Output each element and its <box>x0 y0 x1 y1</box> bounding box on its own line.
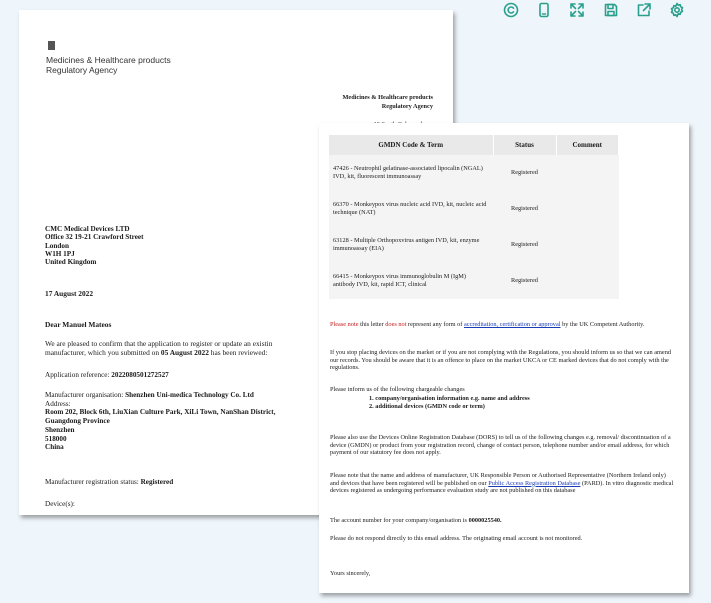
no-reply-paragraph: Please do not respond directly to this email address. The originating email account is not monitored. <box>330 535 583 542</box>
salutation: Dear Manuel Mateos <box>45 320 112 329</box>
changes-intro: Please inform us of the following chargeable changes <box>330 386 465 393</box>
device-status: Registered <box>493 191 556 227</box>
disclaimer-text: represent any form of <box>406 321 464 328</box>
table-header-row <box>329 135 619 155</box>
save-icon <box>603 2 619 18</box>
table-row <box>329 227 619 263</box>
gmdn-term: 63128 - Multiple Orthopoxvirus antigen IVD, kit, enzyme immunoassay (EIA) <box>329 227 493 263</box>
disclaimer-red: does not <box>385 321 407 328</box>
reference-label: Application reference: <box>45 371 112 379</box>
registration-status <box>45 478 173 486</box>
recipient-address <box>45 225 143 266</box>
crest-icon <box>48 41 55 50</box>
agency-right-line: Regulatory Agency <box>381 103 433 110</box>
status-value: Registered <box>140 478 174 486</box>
address-label: Address: <box>45 399 71 408</box>
copy-icon <box>503 2 519 18</box>
disclaimer-paragraph <box>330 321 675 329</box>
agency-right-line: Medicines & Healthcare products <box>342 94 433 101</box>
changes-list <box>369 395 530 411</box>
letter-page-2 <box>319 123 689 593</box>
device-comment <box>556 263 619 299</box>
manufacturer-address-line: Room 202, Block 6th, LiuXian Culture Park, XiLi Town, NanShan District, <box>45 408 276 417</box>
list-item: 2. additional devices (GMDN code or term) <box>369 403 485 410</box>
copy-button[interactable] <box>494 0 527 20</box>
gmdn-term: 66415 - Monkeypox virus immunoglobulin M (IgM) antibody IVD, kit, rapid ICT, clinical <box>329 263 493 299</box>
stop-paragraph: If you stop placing devices on the market or if you are not complying with the Regulations, you should inform us so that we can amend our records. You should be aware that it is an offence to place on the market UKCA or CE marked devices that do not comply with the regulations. <box>330 349 672 372</box>
accreditation-link[interactable]: accreditation, certification or approval <box>463 321 561 328</box>
column-header: Status <box>493 135 556 155</box>
disclaimer-red: Please note <box>330 321 359 328</box>
fullscreen-button[interactable] <box>561 0 594 20</box>
table-row <box>329 155 619 191</box>
account-text: The account number for your company/organisation is <box>330 517 469 524</box>
list-item: 1. company/organisation information e.g. name and address <box>369 395 530 402</box>
address-line: London <box>45 241 69 250</box>
address-line: United Kingdom <box>45 258 97 267</box>
mobile-icon <box>536 2 552 18</box>
agency-name-line: Regulatory Agency <box>46 64 118 75</box>
device-comment <box>556 155 619 191</box>
table-row <box>329 263 619 299</box>
gmdn-term: 47426 - Neutrophil gelatinase-associated lipocalin (NGAL) IVD, kit, fluorescent immunoassay <box>329 155 493 191</box>
device-status: Registered <box>493 263 556 299</box>
agency-name-line: Medicines & Healthcare products <box>46 55 171 65</box>
pards-text: Please note that the name and address of manufacturer, UK Responsible Person or Authorised Representative (Northern Ireland only) and devices that have been registered will be published on our <box>330 472 666 487</box>
account-paragraph <box>330 517 675 525</box>
share-icon <box>636 2 652 18</box>
device-comment <box>556 191 619 227</box>
settings-icon <box>669 2 685 18</box>
disclaimer-text: by the UK Competent Authority. <box>560 321 645 328</box>
column-header: GMDN Code & Term <box>329 135 493 155</box>
devices-label: Device(s): <box>45 500 75 508</box>
manufacturer-address-line: China <box>45 443 64 452</box>
reference-value: 2022080501272527 <box>111 371 169 379</box>
address-line: W1H 1PJ <box>45 249 75 258</box>
manufacturer-address-line: Guangdong Province <box>45 417 110 426</box>
intro-text: manufacturer, which you submitted on <box>45 348 161 357</box>
address-line: Office 32 19-21 Crawford Street <box>45 233 144 242</box>
share-button[interactable] <box>628 0 661 20</box>
application-reference <box>45 371 169 379</box>
viewer-toolbar <box>494 0 711 20</box>
pards-link[interactable]: Public Access Registration Database <box>488 479 581 487</box>
closing: Yours sincerely, <box>330 570 371 577</box>
manufacturer-value: Shenzhen Uni-medica Technology Co. Ltd <box>125 391 254 399</box>
dors-paragraph: Please also use the Devices Online Registration Database (DORS) to tell us of the following changes e.g. removal/ discontinuation of a device (GMDN) or product from your registration record, change of contact person, telephone number and/or email address, for which payment of our statutory fee does not apply. <box>330 434 671 457</box>
settings-button[interactable] <box>661 0 694 20</box>
gmdn-table <box>329 135 619 299</box>
manufacturer-address-line: 518000 <box>45 434 67 443</box>
intro-line: We are pleased to confirm that the application to register or update an existin <box>45 339 273 348</box>
intro-text: has been reviewed: <box>208 348 268 357</box>
manufacturer-address-line: Shenzhen <box>45 425 75 434</box>
device-status: Registered <box>493 227 556 263</box>
letter-date: 17 August 2022 <box>45 289 94 298</box>
gmdn-term: 66370 - Monkeypox virus nucleic acid IVD, kit, nucleic acid technique (NAT) <box>329 191 493 227</box>
mobile-view-button[interactable] <box>527 0 560 20</box>
manufacturer-block <box>45 391 276 452</box>
agency-name <box>46 56 171 75</box>
submission-date: 05 August 2022 <box>160 348 209 357</box>
pards-paragraph <box>330 472 675 495</box>
table-row <box>329 191 619 227</box>
device-comment <box>556 227 619 263</box>
column-header: Comment <box>556 135 619 155</box>
status-label: Manufacturer registration status: <box>45 478 141 486</box>
save-button[interactable] <box>594 0 627 20</box>
manufacturer-label: Manufacturer organisation: <box>45 391 126 399</box>
account-number: 0000025540. <box>468 517 502 524</box>
pards-text: (PARD). In vitro diagnostic medical devices registered as undergoing performance evaluation study are not published on this database <box>330 479 674 495</box>
address-line: CMC Medical Devices LTD <box>45 225 130 233</box>
fullscreen-icon <box>569 2 585 18</box>
device-status: Registered <box>493 155 556 191</box>
disclaimer-text: this letter <box>358 321 386 328</box>
